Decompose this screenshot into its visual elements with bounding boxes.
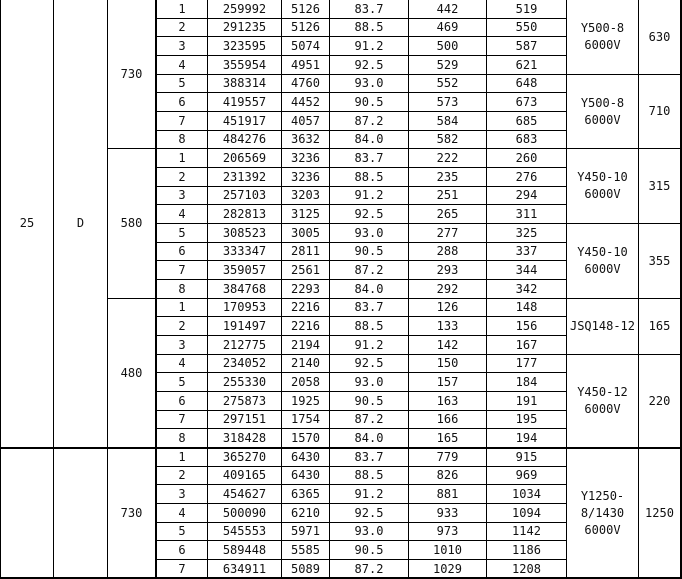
required-power-cell: 342 <box>486 279 566 298</box>
efficiency-cell: 83.7 <box>329 148 408 167</box>
speed-cell: 730 <box>107 447 155 578</box>
shaft-power-cell: 293 <box>408 260 486 279</box>
row-index-cell: 6 <box>155 242 207 260</box>
speed-cell: 730 <box>107 0 155 148</box>
head-cell: 5074 <box>281 36 329 55</box>
flow-cell: 323595 <box>207 36 281 55</box>
row-index-cell: 1 <box>155 0 207 18</box>
motor-model-cell: Y450-12 6000V <box>566 354 638 447</box>
head-cell: 2293 <box>281 279 329 298</box>
required-power-cell: 683 <box>486 130 566 148</box>
head-cell: 6210 <box>281 503 329 522</box>
row-index-cell: 4 <box>155 55 207 74</box>
row-index-cell: 7 <box>155 559 207 578</box>
shaft-power-cell: 442 <box>408 0 486 18</box>
required-power-cell: 195 <box>486 410 566 428</box>
efficiency-cell: 84.0 <box>329 428 408 447</box>
required-power-cell: 621 <box>486 55 566 74</box>
flow-cell: 454627 <box>207 484 281 503</box>
efficiency-cell: 83.7 <box>329 298 408 316</box>
efficiency-cell: 91.2 <box>329 36 408 55</box>
required-power-cell: 673 <box>486 92 566 111</box>
head-cell: 2811 <box>281 242 329 260</box>
efficiency-cell: 87.2 <box>329 111 408 130</box>
flow-cell: 234052 <box>207 354 281 372</box>
row-index-cell: 5 <box>155 74 207 92</box>
shaft-power-cell: 584 <box>408 111 486 130</box>
flow-cell: 257103 <box>207 186 281 204</box>
head-cell: 2140 <box>281 354 329 372</box>
head-cell: 2058 <box>281 372 329 391</box>
required-power-cell: 1208 <box>486 559 566 578</box>
efficiency-cell: 84.0 <box>329 130 408 148</box>
head-cell: 3236 <box>281 167 329 186</box>
required-power-cell: 1034 <box>486 484 566 503</box>
shaft-power-cell: 552 <box>408 74 486 92</box>
row-index-cell: 1 <box>155 447 207 466</box>
required-power-cell: 685 <box>486 111 566 130</box>
shaft-power-cell: 133 <box>408 316 486 335</box>
head-cell: 3005 <box>281 223 329 242</box>
required-power-cell: 260 <box>486 148 566 167</box>
flow-cell: 297151 <box>207 410 281 428</box>
flow-cell: 419557 <box>207 92 281 111</box>
flow-cell: 359057 <box>207 260 281 279</box>
row-index-cell: 3 <box>155 36 207 55</box>
efficiency-cell: 88.5 <box>329 18 408 36</box>
flow-cell: 255330 <box>207 372 281 391</box>
motor-power-cell: 630 <box>638 0 680 74</box>
efficiency-cell: 90.5 <box>329 540 408 559</box>
row-index-cell: 1 <box>155 298 207 316</box>
efficiency-cell: 87.2 <box>329 260 408 279</box>
head-cell: 2561 <box>281 260 329 279</box>
motor-model-cell: Y450-10 6000V <box>566 223 638 298</box>
row-index-cell: 7 <box>155 260 207 279</box>
shaft-power-cell: 1010 <box>408 540 486 559</box>
head-cell: 6365 <box>281 484 329 503</box>
shaft-power-cell: 222 <box>408 148 486 167</box>
efficiency-cell: 91.2 <box>329 335 408 354</box>
efficiency-cell: 92.5 <box>329 503 408 522</box>
shaft-power-cell: 126 <box>408 298 486 316</box>
shaft-power-cell: 973 <box>408 522 486 540</box>
flow-cell: 333347 <box>207 242 281 260</box>
head-cell: 4057 <box>281 111 329 130</box>
shaft-power-cell: 573 <box>408 92 486 111</box>
row-index-cell: 3 <box>155 484 207 503</box>
row-index-cell: 4 <box>155 354 207 372</box>
row-index-cell: 8 <box>155 279 207 298</box>
head-cell: 2194 <box>281 335 329 354</box>
row-index-cell: 5 <box>155 223 207 242</box>
pump-type-cell: D <box>53 0 107 447</box>
efficiency-cell: 87.2 <box>329 559 408 578</box>
row-index-cell: 8 <box>155 130 207 148</box>
shaft-power-cell: 779 <box>408 447 486 466</box>
flow-cell: 191497 <box>207 316 281 335</box>
flow-cell: 355954 <box>207 55 281 74</box>
shaft-power-cell: 235 <box>408 167 486 186</box>
required-power-cell: 184 <box>486 372 566 391</box>
flow-cell: 384768 <box>207 279 281 298</box>
efficiency-cell: 92.5 <box>329 55 408 74</box>
head-cell: 3125 <box>281 204 329 223</box>
row-index-cell: 6 <box>155 92 207 111</box>
efficiency-cell: 90.5 <box>329 242 408 260</box>
required-power-cell: 519 <box>486 0 566 18</box>
row-index-cell: 6 <box>155 540 207 559</box>
efficiency-cell: 90.5 <box>329 391 408 410</box>
efficiency-cell: 91.2 <box>329 186 408 204</box>
pump-number-cell <box>0 447 53 578</box>
efficiency-cell: 88.5 <box>329 167 408 186</box>
motor-model-cell: Y500-8 6000V <box>566 0 638 74</box>
required-power-cell: 337 <box>486 242 566 260</box>
shaft-power-cell: 166 <box>408 410 486 428</box>
row-index-cell: 4 <box>155 204 207 223</box>
efficiency-cell: 92.5 <box>329 204 408 223</box>
shaft-power-cell: 469 <box>408 18 486 36</box>
row-index-cell: 3 <box>155 186 207 204</box>
required-power-cell: 1094 <box>486 503 566 522</box>
motor-power-cell: 165 <box>638 298 680 354</box>
required-power-cell: 648 <box>486 74 566 92</box>
shaft-power-cell: 288 <box>408 242 486 260</box>
required-power-cell: 969 <box>486 466 566 484</box>
flow-cell: 365270 <box>207 447 281 466</box>
motor-model-cell: JSQ148-12 <box>566 298 638 354</box>
head-cell: 5126 <box>281 0 329 18</box>
head-cell: 5585 <box>281 540 329 559</box>
efficiency-cell: 91.2 <box>329 484 408 503</box>
head-cell: 3203 <box>281 186 329 204</box>
pump-type-cell <box>53 447 107 578</box>
motor-model-cell: Y1250- 8/1430 6000V <box>566 447 638 578</box>
head-cell: 6430 <box>281 447 329 466</box>
row-index-cell: 7 <box>155 410 207 428</box>
efficiency-cell: 83.7 <box>329 0 408 18</box>
shaft-power-cell: 500 <box>408 36 486 55</box>
efficiency-cell: 93.0 <box>329 223 408 242</box>
flow-cell: 634911 <box>207 559 281 578</box>
shaft-power-cell: 1029 <box>408 559 486 578</box>
flow-cell: 282813 <box>207 204 281 223</box>
required-power-cell: 915 <box>486 447 566 466</box>
flow-cell: 206569 <box>207 148 281 167</box>
flow-cell: 409165 <box>207 466 281 484</box>
flow-cell: 388314 <box>207 74 281 92</box>
required-power-cell: 276 <box>486 167 566 186</box>
shaft-power-cell: 826 <box>408 466 486 484</box>
efficiency-cell: 88.5 <box>329 466 408 484</box>
flow-cell: 545553 <box>207 522 281 540</box>
flow-cell: 170953 <box>207 298 281 316</box>
head-cell: 3632 <box>281 130 329 148</box>
flow-cell: 589448 <box>207 540 281 559</box>
shaft-power-cell: 529 <box>408 55 486 74</box>
required-power-cell: 344 <box>486 260 566 279</box>
pump-number-cell: 25 <box>0 0 53 447</box>
required-power-cell: 550 <box>486 18 566 36</box>
required-power-cell: 587 <box>486 36 566 55</box>
required-power-cell: 1142 <box>486 522 566 540</box>
required-power-cell: 177 <box>486 354 566 372</box>
head-cell: 4452 <box>281 92 329 111</box>
head-cell: 5089 <box>281 559 329 578</box>
required-power-cell: 167 <box>486 335 566 354</box>
shaft-power-cell: 582 <box>408 130 486 148</box>
motor-model-cell: Y450-10 6000V <box>566 148 638 223</box>
efficiency-cell: 93.0 <box>329 372 408 391</box>
required-power-cell: 325 <box>486 223 566 242</box>
head-cell: 2216 <box>281 316 329 335</box>
shaft-power-cell: 881 <box>408 484 486 503</box>
head-cell: 5126 <box>281 18 329 36</box>
row-index-cell: 5 <box>155 372 207 391</box>
shaft-power-cell: 142 <box>408 335 486 354</box>
shaft-power-cell: 150 <box>408 354 486 372</box>
head-cell: 4760 <box>281 74 329 92</box>
flow-cell: 451917 <box>207 111 281 130</box>
flow-cell: 291235 <box>207 18 281 36</box>
efficiency-cell: 84.0 <box>329 279 408 298</box>
efficiency-cell: 90.5 <box>329 92 408 111</box>
shaft-power-cell: 933 <box>408 503 486 522</box>
efficiency-cell: 93.0 <box>329 522 408 540</box>
required-power-cell: 311 <box>486 204 566 223</box>
efficiency-cell: 92.5 <box>329 354 408 372</box>
speed-cell: 480 <box>107 298 155 447</box>
required-power-cell: 191 <box>486 391 566 410</box>
efficiency-cell: 83.7 <box>329 447 408 466</box>
row-index-cell: 4 <box>155 503 207 522</box>
head-cell: 3236 <box>281 148 329 167</box>
head-cell: 1925 <box>281 391 329 410</box>
required-power-cell: 156 <box>486 316 566 335</box>
row-index-cell: 2 <box>155 466 207 484</box>
motor-model-cell: Y500-8 6000V <box>566 74 638 148</box>
row-index-cell: 6 <box>155 391 207 410</box>
head-cell: 5971 <box>281 522 329 540</box>
speed-cell: 580 <box>107 148 155 298</box>
flow-cell: 231392 <box>207 167 281 186</box>
row-index-cell: 8 <box>155 428 207 447</box>
row-index-cell: 2 <box>155 18 207 36</box>
shaft-power-cell: 277 <box>408 223 486 242</box>
row-index-cell: 1 <box>155 148 207 167</box>
motor-power-cell: 315 <box>638 148 680 223</box>
shaft-power-cell: 157 <box>408 372 486 391</box>
shaft-power-cell: 292 <box>408 279 486 298</box>
row-index-cell: 3 <box>155 335 207 354</box>
required-power-cell: 148 <box>486 298 566 316</box>
shaft-power-cell: 163 <box>408 391 486 410</box>
required-power-cell: 1186 <box>486 540 566 559</box>
head-cell: 2216 <box>281 298 329 316</box>
row-index-cell: 5 <box>155 522 207 540</box>
row-index-cell: 7 <box>155 111 207 130</box>
flow-cell: 212775 <box>207 335 281 354</box>
flow-cell: 318428 <box>207 428 281 447</box>
shaft-power-cell: 251 <box>408 186 486 204</box>
required-power-cell: 194 <box>486 428 566 447</box>
flow-cell: 275873 <box>207 391 281 410</box>
flow-cell: 500090 <box>207 503 281 522</box>
shaft-power-cell: 265 <box>408 204 486 223</box>
head-cell: 1570 <box>281 428 329 447</box>
flow-cell: 259992 <box>207 0 281 18</box>
flow-cell: 484276 <box>207 130 281 148</box>
head-cell: 6430 <box>281 466 329 484</box>
motor-power-cell: 220 <box>638 354 680 447</box>
efficiency-cell: 87.2 <box>329 410 408 428</box>
head-cell: 1754 <box>281 410 329 428</box>
shaft-power-cell: 165 <box>408 428 486 447</box>
motor-power-cell: 355 <box>638 223 680 298</box>
motor-power-cell: 1250 <box>638 447 680 578</box>
motor-power-cell: 710 <box>638 74 680 148</box>
row-index-cell: 2 <box>155 316 207 335</box>
efficiency-cell: 88.5 <box>329 316 408 335</box>
flow-cell: 308523 <box>207 223 281 242</box>
head-cell: 4951 <box>281 55 329 74</box>
efficiency-cell: 93.0 <box>329 74 408 92</box>
required-power-cell: 294 <box>486 186 566 204</box>
row-index-cell: 2 <box>155 167 207 186</box>
